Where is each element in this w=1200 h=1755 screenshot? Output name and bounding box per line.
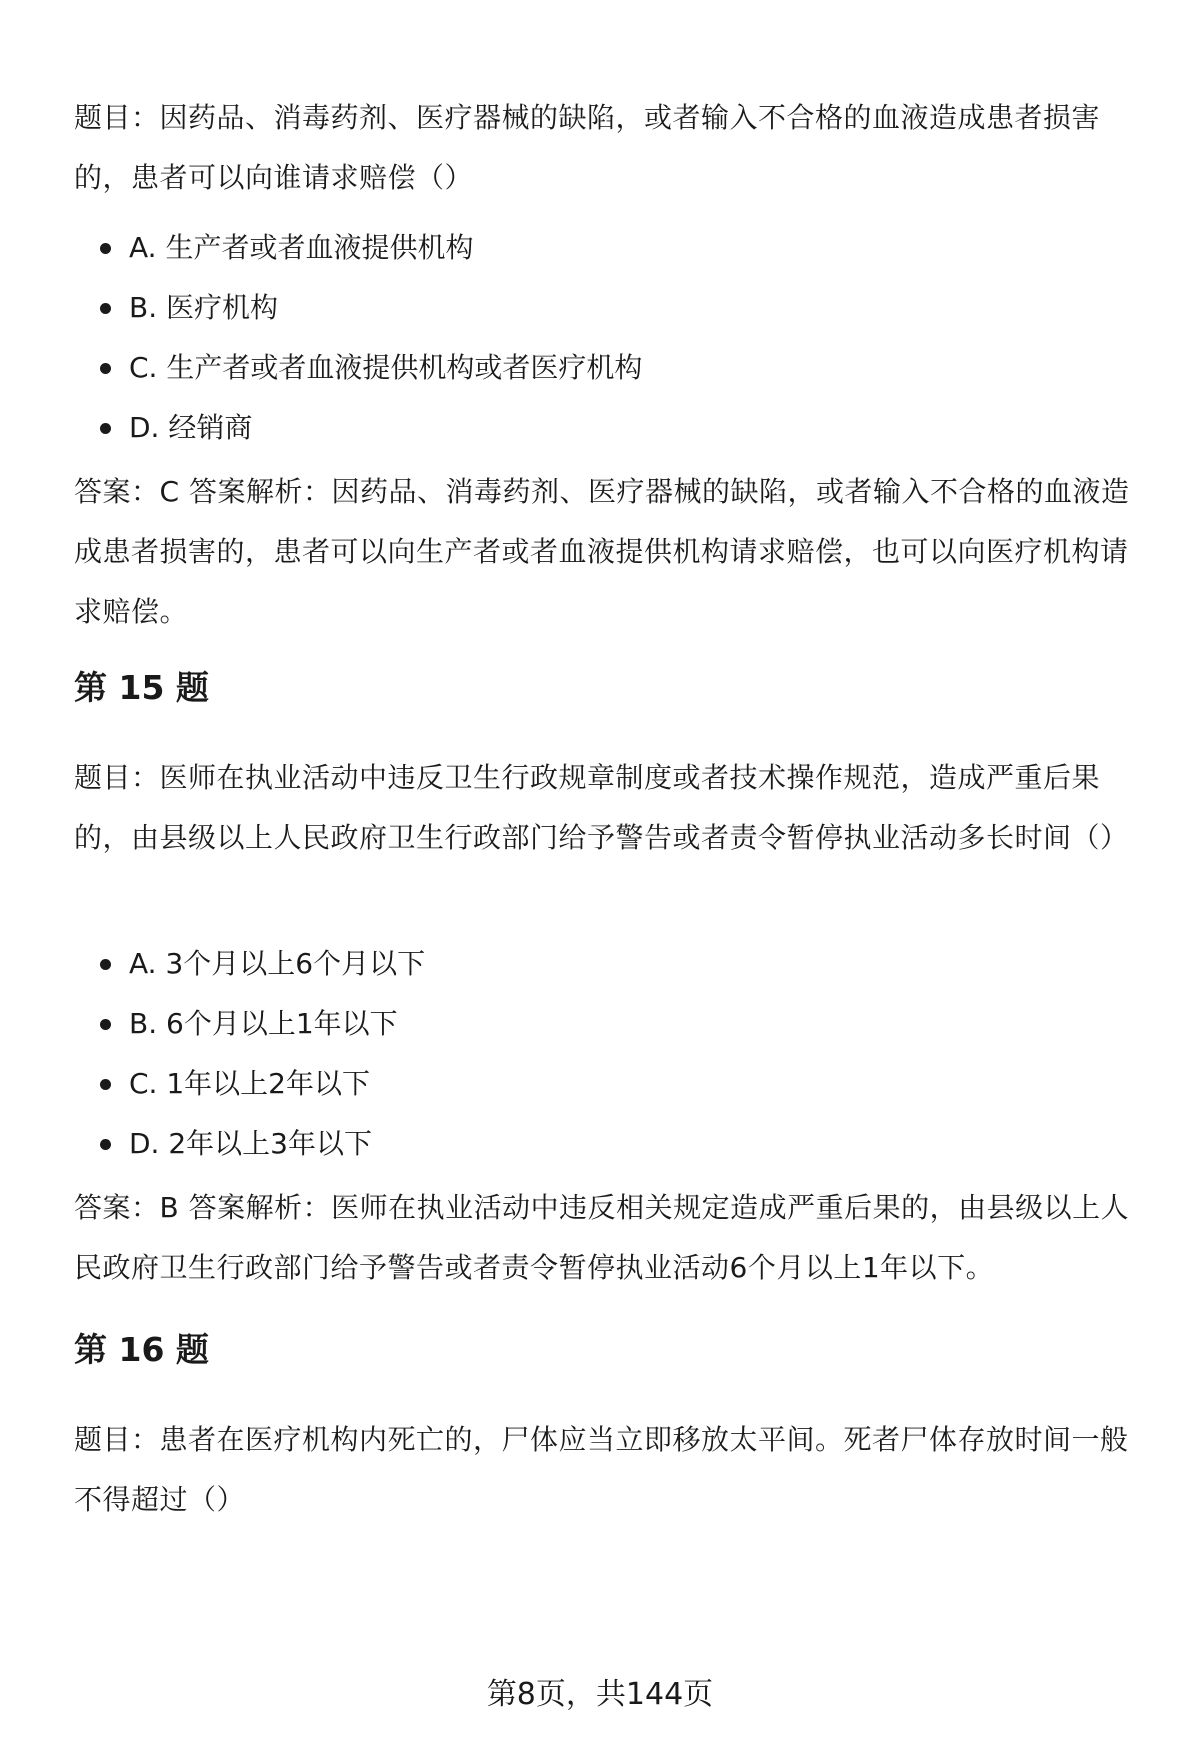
option-label: A. 3个月以上6个月以下 [129, 947, 426, 980]
bullet-icon [100, 363, 111, 374]
option-d [74, 1114, 1144, 1174]
option-b [74, 994, 1144, 1054]
option-label: B. 医疗机构 [129, 291, 279, 324]
option-b [74, 278, 1144, 338]
question-14-options [74, 218, 1144, 458]
bullet-icon [100, 423, 111, 434]
bullet-icon [100, 1139, 111, 1150]
option-label: B. 6个月以上1年以下 [129, 1007, 398, 1040]
question-16-text: 题目：患者在医疗机构内死亡的，尸体应当立即移放太平间。死者尸体存放时间一般不得超过（） [74, 1423, 1129, 1516]
question-15-text: 题目：医师在执业活动中违反卫生行政规章制度或者技术操作规范，造成严重后果的，由县级以上人民政府卫生行政部门给予警告或者责令暂停执业活动多长时间（） [74, 761, 1129, 854]
option-a [74, 218, 1144, 278]
option-label: D. 2年以上3年以下 [129, 1127, 372, 1160]
question-14-answer: 答案：C 答案解析：因药品、消毒药剂、医疗器械的缺陷，或者输入不合格的血液造成患者损害的，患者可以向生产者或者血液提供机构请求赔偿，也可以向医疗机构请求赔偿。 [74, 475, 1130, 628]
question-15-heading: 第 15 题 [74, 668, 209, 707]
option-label: C. 生产者或者血液提供机构或者医疗机构 [129, 351, 643, 384]
bullet-icon [100, 1079, 111, 1090]
bullet-icon [100, 1019, 111, 1030]
question-16-heading: 第 16 题 [74, 1330, 209, 1369]
option-c [74, 338, 1144, 398]
option-c [74, 1054, 1144, 1114]
option-a [74, 934, 1144, 994]
bullet-icon [100, 303, 111, 314]
bullet-icon [100, 959, 111, 970]
page-number: 第8页，共144页 [486, 1677, 714, 1712]
option-label: C. 1年以上2年以下 [129, 1067, 370, 1100]
option-label: D. 经销商 [129, 411, 253, 444]
option-d [74, 398, 1144, 458]
option-label: A. 生产者或者血液提供机构 [129, 231, 474, 264]
question-14-text: 题目：因药品、消毒药剂、医疗器械的缺陷，或者输入不合格的血液造成患者损害的，患者可以向谁请求赔偿（） [74, 101, 1101, 194]
question-15-options [74, 934, 1144, 1174]
bullet-icon [100, 243, 111, 254]
question-15-answer: 答案：B 答案解析：医师在执业活动中违反相关规定造成严重后果的，由县级以上人民政府卫生行政部门给予警告或者责令暂停执业活动6个月以上1年以下。 [74, 1191, 1130, 1284]
